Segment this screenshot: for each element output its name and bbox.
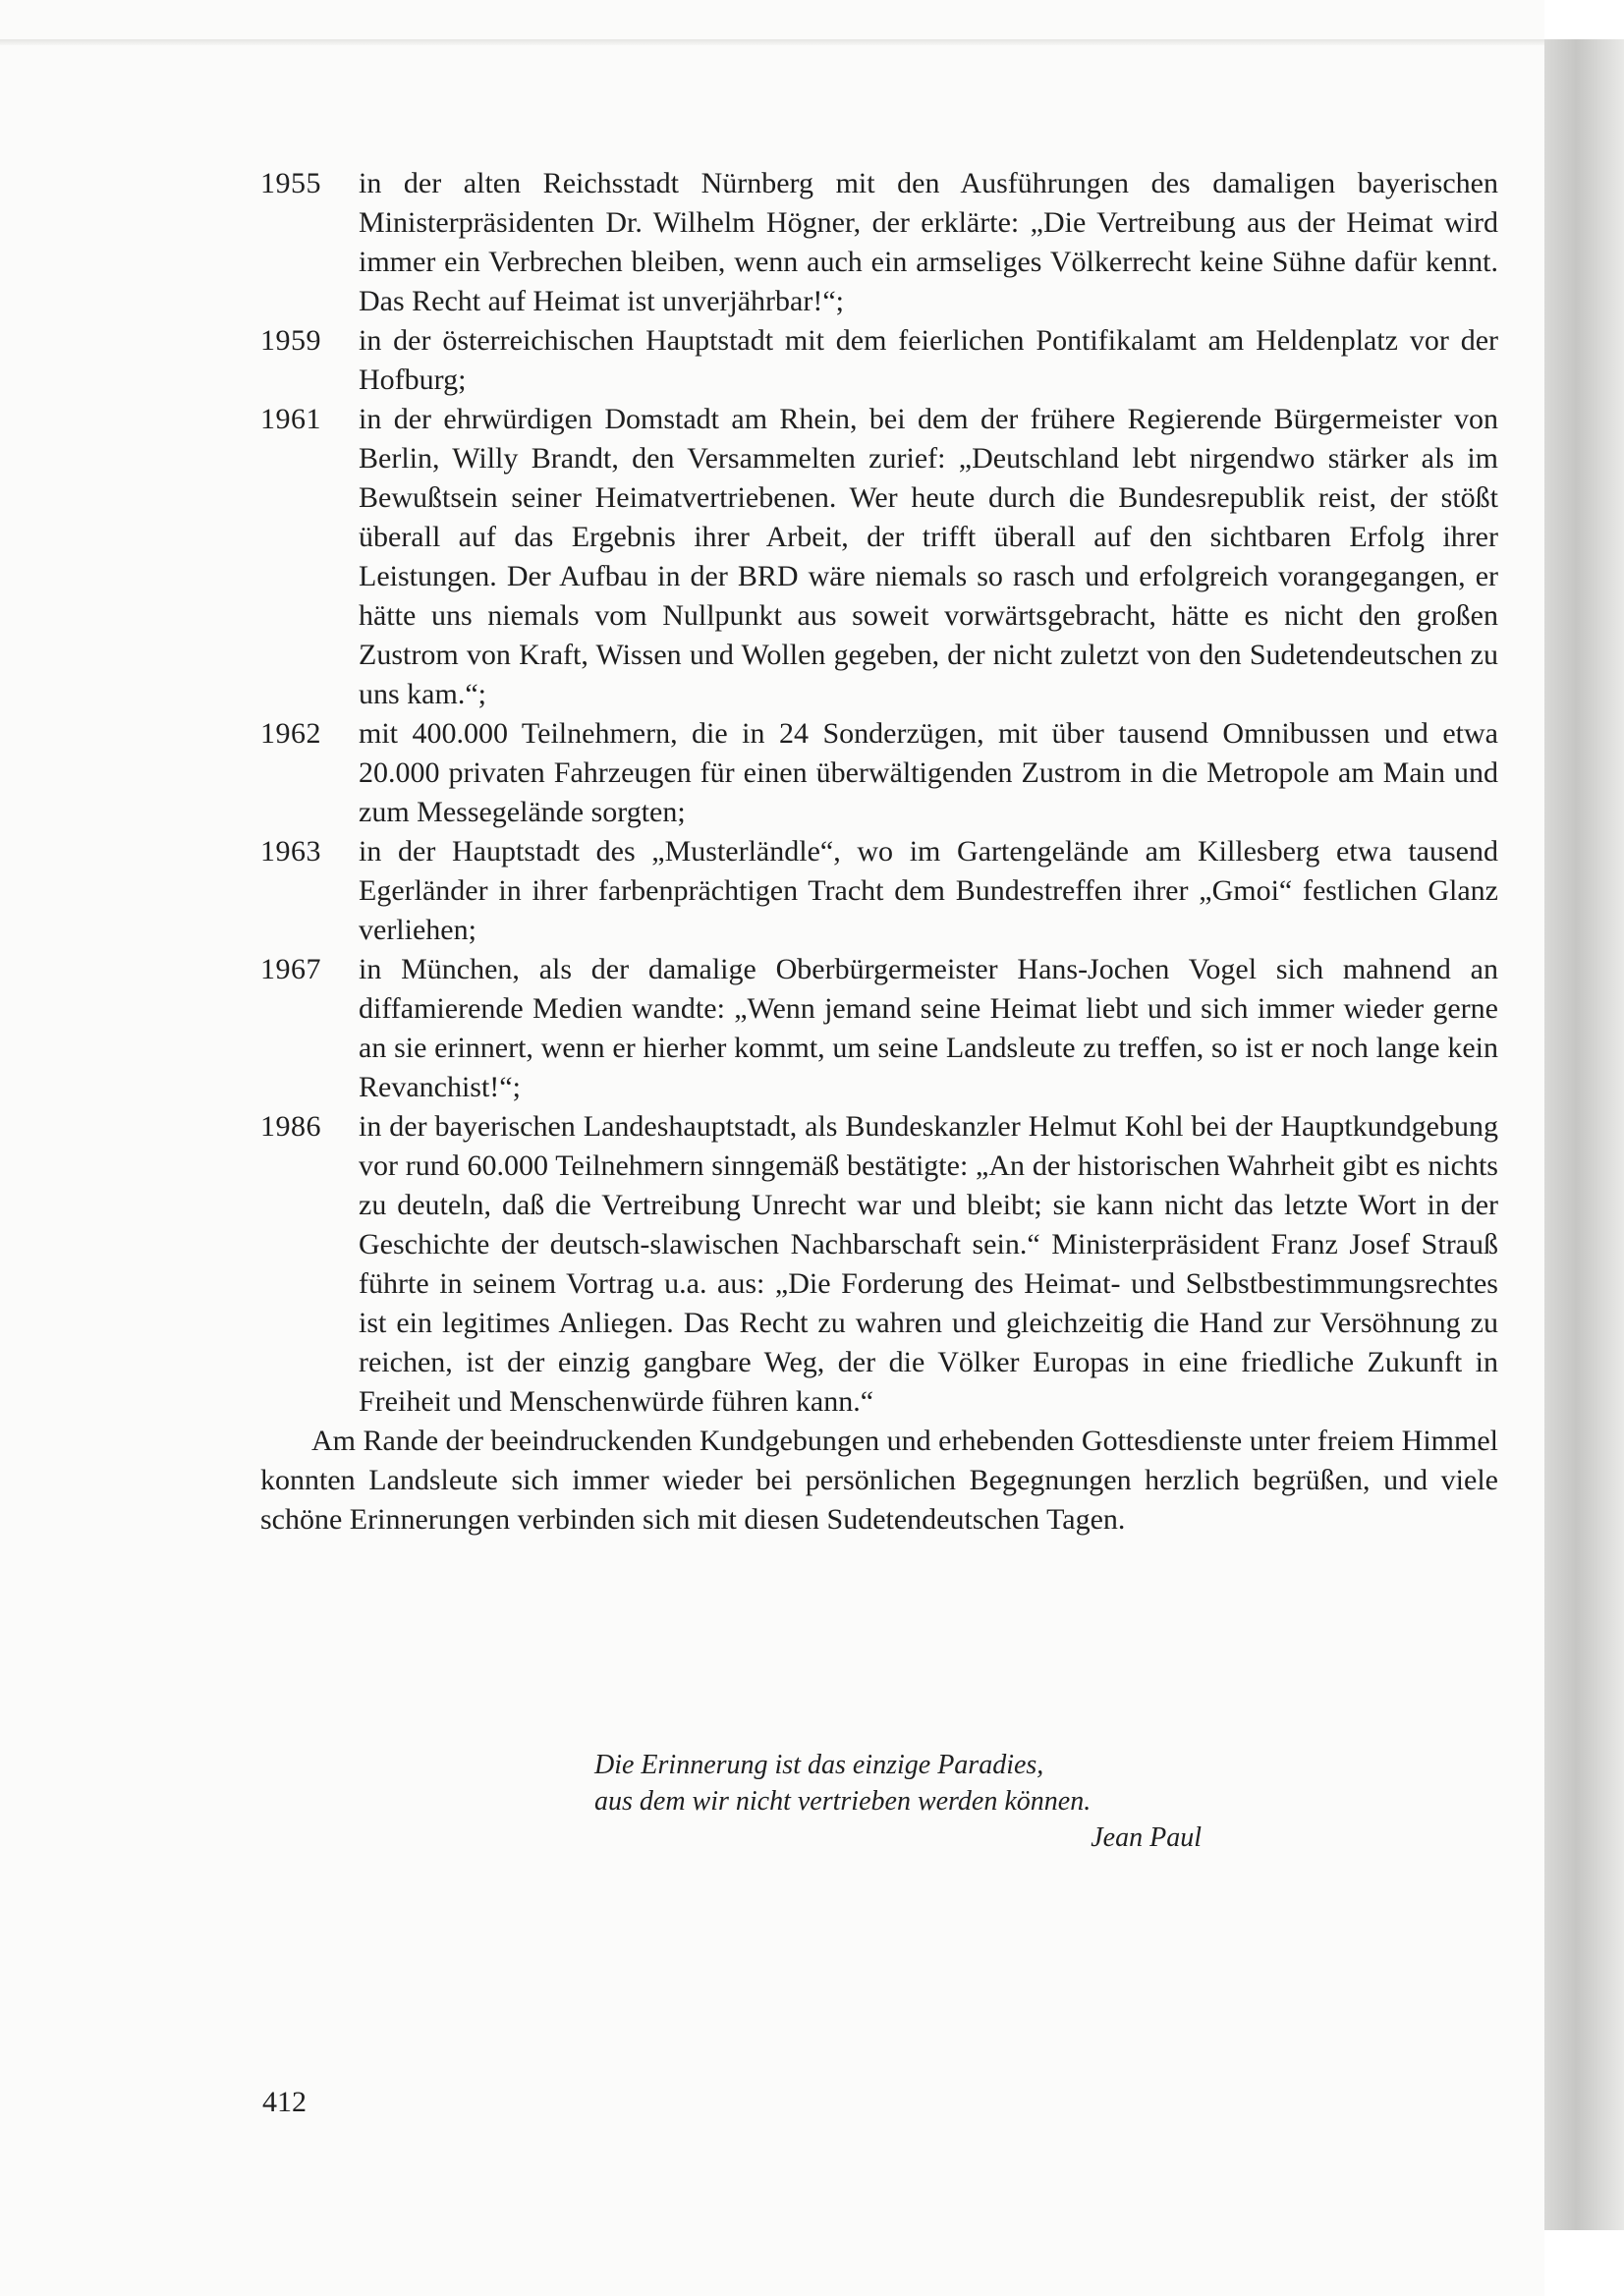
page-content <box>260 164 1498 1540</box>
entry-year: 1959 <box>260 324 321 357</box>
entry-year: 1955 <box>260 167 321 199</box>
entry-text: in München, als der damalige Oberbürgermeister Hans-Jochen Vogel sich mahnend an diffamierende Medien wandte: „Wenn jemand seine Heimat liebt und sich immer wieder gerne an sie erinnert, wenn er hierher kommt, um seine Landsleute zu treffen, so ist er noch lange kein Revanchist!“; <box>359 953 1498 1103</box>
chronology-entry-1967 <box>260 950 1498 1107</box>
page-number: 412 <box>262 2086 307 2118</box>
entry-text: in der alten Reichsstadt Nürnberg mit den Ausführungen des damaligen bayerischen Ministerpräsidenten Dr. Wilhelm Högner, der erklärte: „Die Vertreibung aus der Heimat wird immer ein Verbrechen bleiben, wenn auch ein armseliges Völkerrecht keine Sühne dafür kennt. Das Recht auf Heimat ist unverjährbar!“; <box>359 167 1498 317</box>
chronology-list <box>260 164 1498 1422</box>
quote-author: Jean Paul <box>1091 1822 1202 1853</box>
epigraph-quote <box>594 1747 1223 1856</box>
closing-paragraph: Am Rande der beeindruckenden Kundgebungen und erhebenden Gottesdienste unter freiem Himmel konnten Landsleute sich immer wieder bei persönlichen Begegnungen herzlich begrüßen, und viele schöne Erinnerungen verbinden sich mit diesen Sudetendeutschen Tagen. <box>260 1425 1498 1536</box>
top-edge-shadow <box>0 39 1544 45</box>
quote-line-2: aus dem wir nicht vertrieben werden können. <box>594 1786 1092 1817</box>
entry-year: 1963 <box>260 835 321 868</box>
entry-year: 1967 <box>260 953 321 985</box>
entry-text: in der ehrwürdigen Domstadt am Rhein, bei dem der frühere Regierende Bürgermeister von Berlin, Willy Brandt, den Versammelten zurief: „Deutschland lebt nirgendwo stärker als im Bewußtsein seiner Heimatvertriebenen. Wer heute durch die Bundesrepublik reist, der stößt überall auf das Ergebnis ihrer Arbeit, der trifft überall auf den sichtbaren Erfolg ihrer Leistungen. Der Aufbau in der BRD wäre niemals so rasch und erfolgreich vorangegangen, er hätte uns niemals vom Nullpunkt aus soweit vorwärtsgebracht, hätte es nicht den großen Zustrom von Kraft, Wissen und Wollen gegeben, der nicht zuletzt von den Sudetendeutschen zu uns kam.“; <box>359 403 1498 710</box>
chronology-entry-1961 <box>260 400 1498 714</box>
quote-line-1: Die Erinnerung ist das einzige Paradies, <box>594 1750 1044 1780</box>
entry-year: 1986 <box>260 1110 321 1143</box>
entry-year: 1962 <box>260 717 321 750</box>
chronology-entry-1986 <box>260 1107 1498 1422</box>
chronology-entry-1959 <box>260 321 1498 400</box>
entry-year: 1961 <box>260 403 321 435</box>
entry-text: in der bayerischen Landeshauptstadt, als Bundeskanzler Helmut Kohl bei der Hauptkundgebung vor rund 60.000 Teilnehmern sinngemäß bestätigte: „An der historischen Wahrheit gibt es nichts zu deuteln, daß die Vertreibung Unrecht war und bleibt; sie kann nicht das letzte Wort in der Geschichte der deutsch-slawischen Nachbarschaft sein.“ Ministerpräsident Franz Josef Strauß führte in seinem Vortrag u.a. aus: „Die Forderung des Heimat- und Selbstbestimmungsrechtes ist ein legitimes Anliegen. Das Recht zu wahren und gleichzeitig die Hand zur Versöhnung zu reichen, ist der einzig gangbare Weg, der die Völker Europas in eine friedliche Zukunft in Freiheit und Menschenwürde führen kann.“ <box>359 1110 1498 1418</box>
entry-text: mit 400.000 Teilnehmern, die in 24 Sonderzügen, mit über tausend Omnibussen und etwa 20.000 privaten Fahrzeugen für einen überwältigenden Zustrom in die Metropole am Main und zum Messegelände sorgten; <box>359 717 1498 828</box>
chronology-entry-1963 <box>260 832 1498 950</box>
entry-text: in der Hauptstadt des „Musterländle“, wo im Gartengelände am Killesberg etwa tausend Egerländer in ihrer farbenprächtigen Tracht dem Bundestreffen ihrer „Gmoi“ festlichen Glanz verliehen; <box>359 835 1498 946</box>
chronology-entry-1955 <box>260 164 1498 321</box>
entry-text: in der österreichischen Hauptstadt mit dem feierlichen Pontifikalamt am Heldenplatz vor der Hofburg; <box>359 324 1498 396</box>
page-edge-shadow <box>1544 39 1624 2230</box>
chronology-entry-1962 <box>260 714 1498 832</box>
